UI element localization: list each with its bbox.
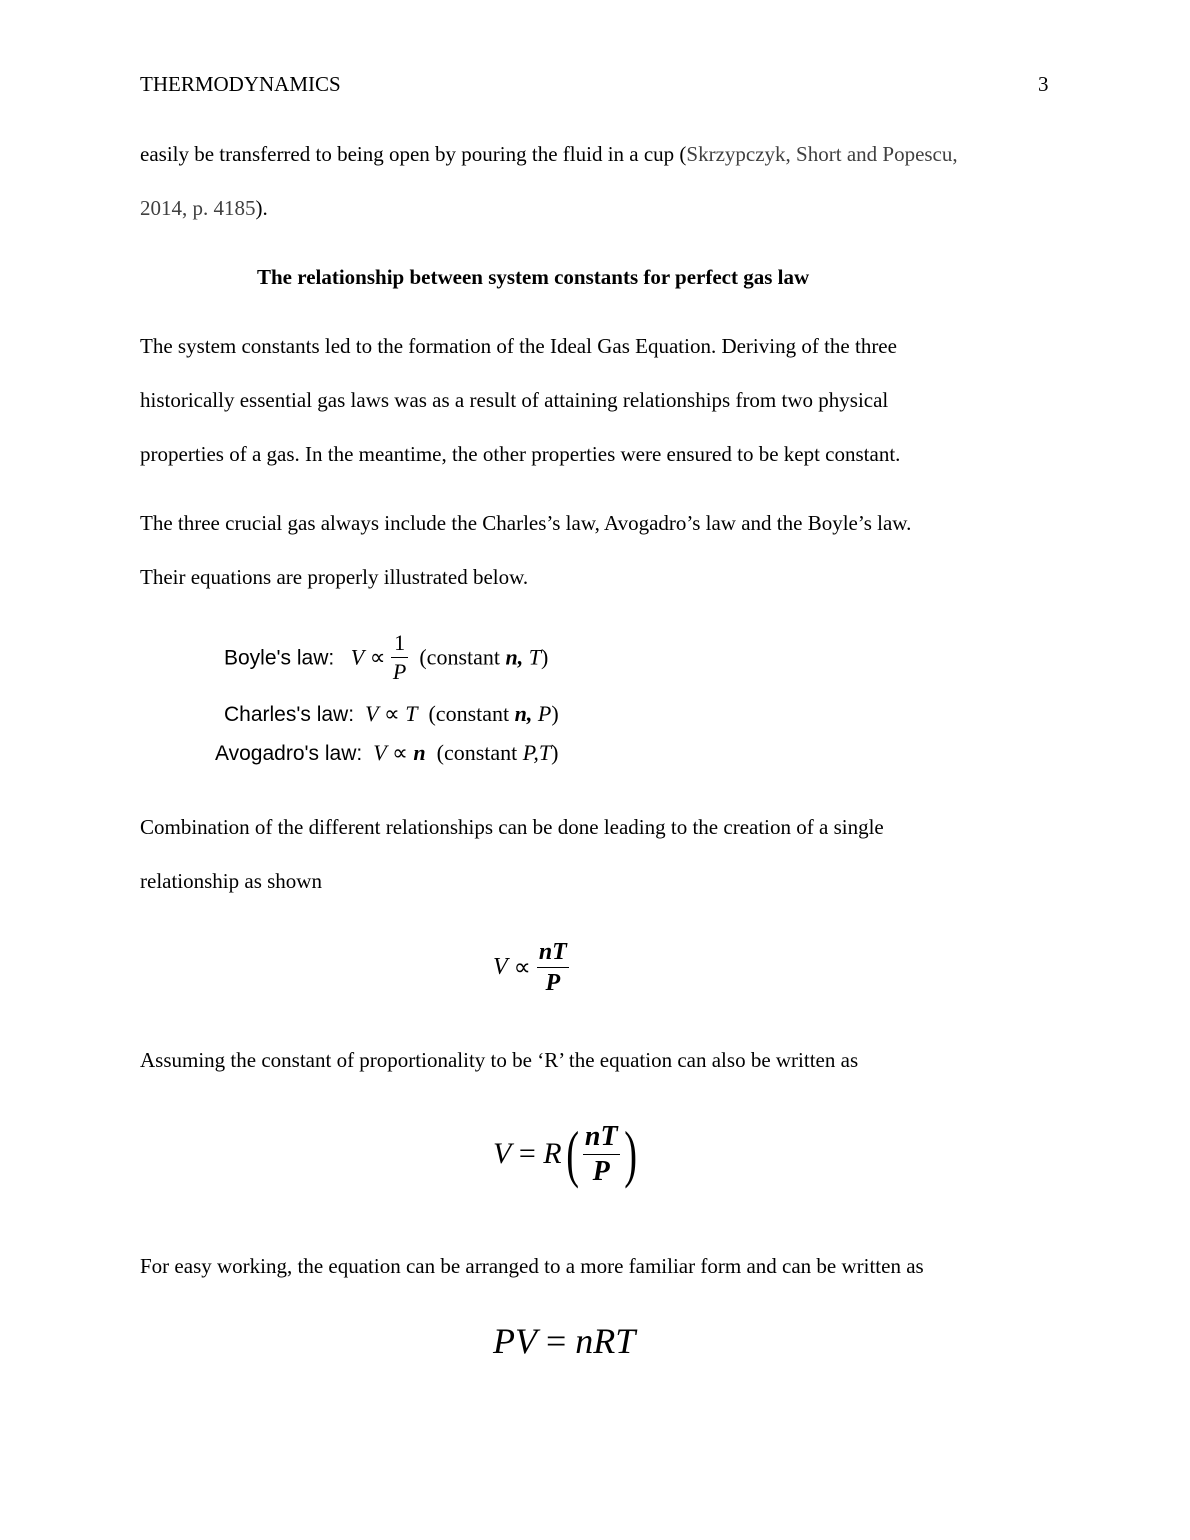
- running-head: THERMODYNAMICS: [140, 72, 341, 96]
- equation-label: Charles's law:: [224, 703, 355, 726]
- boyles-law-equation: [224, 630, 549, 684]
- math-variable: T: [405, 701, 418, 726]
- fraction-denominator: P: [592, 1155, 610, 1187]
- proportional-symbol: ∝: [369, 644, 386, 670]
- right-paren: ): [623, 1118, 637, 1189]
- proportionality-equation: [493, 940, 569, 995]
- paragraph-line: The system constants led to the formation of the Ideal Gas Equation. Deriving of the three: [140, 334, 897, 358]
- fraction-numerator: nT: [583, 1123, 620, 1155]
- equals-symbol: =: [545, 1321, 567, 1361]
- paragraph-line: properties of a gas. In the meantime, the other properties were ensured to be kept constant.: [140, 442, 901, 466]
- fraction-numerator: nT: [537, 940, 569, 968]
- paragraph-continuation-line-2: [140, 196, 268, 221]
- math-variable: P,T: [522, 740, 552, 765]
- math-variable: n,: [514, 701, 533, 726]
- paragraph-line: Combination of the different relationships can be done leading to the creation of a single: [140, 815, 884, 839]
- section-heading: The relationship between system constants for perfect gas law: [257, 265, 810, 289]
- equation-label: Boyle's law:: [224, 646, 335, 670]
- paragraph-line: For easy working, the equation can be arranged to a more familiar form and can be written as: [140, 1254, 924, 1278]
- math-variable: T: [528, 644, 542, 670]
- gas-constant-equation: [493, 1118, 641, 1189]
- citation: 2014, p. 4185: [140, 196, 256, 220]
- close-paren: ): [551, 701, 559, 726]
- equals-symbol: =: [518, 1137, 536, 1170]
- paragraph-line: Their equations are properly illustrated below.: [140, 565, 529, 589]
- math-variable: V: [365, 701, 379, 726]
- math-variable: n: [413, 740, 426, 765]
- close-paren: ): [551, 740, 559, 765]
- math-variable: V: [350, 644, 365, 670]
- equation-label: Avogadro's law:: [215, 742, 363, 765]
- fraction-denominator: P: [392, 659, 407, 684]
- math-variable: PV: [493, 1321, 537, 1361]
- constant-text: (constant: [428, 701, 510, 726]
- fraction-numerator: 1: [391, 632, 408, 658]
- math-variable: P: [537, 701, 552, 726]
- math-variable: V: [493, 954, 508, 980]
- avogadros-law-equation: [215, 740, 558, 766]
- paragraph-continuation-line-1: [140, 142, 958, 167]
- fraction-denominator: P: [545, 970, 561, 996]
- close-paren: ): [541, 644, 549, 670]
- proportional-symbol: ∝: [384, 701, 400, 726]
- math-variable: R: [543, 1137, 562, 1170]
- fraction: [583, 1120, 620, 1187]
- text-run: easily be transferred to being open by pouring the fluid in a cup (: [140, 142, 687, 166]
- page-number: 3: [1038, 72, 1049, 96]
- citation: Skrzypczyk, Short and Popescu,: [686, 142, 958, 166]
- math-variable: nRT: [575, 1321, 636, 1361]
- paragraph-line: relationship as shown: [140, 869, 322, 893]
- ideal-gas-equation: [493, 1320, 635, 1362]
- math-variable: V: [493, 1137, 512, 1170]
- paragraph-line: historically essential gas laws was as a result of attaining relationships from two physical: [140, 388, 889, 412]
- math-variable: n,: [505, 644, 524, 670]
- fraction: [537, 940, 569, 995]
- constant-text: (constant: [436, 740, 518, 765]
- paragraph-line: Assuming the constant of proportionality to be ‘R’ the equation can also be written as: [140, 1048, 859, 1072]
- paragraph-line: The three crucial gas always include the Charles’s law, Avogadro’s law and the Boyle’s law.: [140, 511, 912, 535]
- math-variable: V: [373, 740, 387, 765]
- text-run: ).: [255, 196, 268, 220]
- constant-text: (constant: [419, 644, 501, 670]
- proportional-symbol: ∝: [513, 955, 531, 981]
- proportional-symbol: ∝: [392, 740, 408, 765]
- left-paren: (: [565, 1118, 579, 1189]
- charles-law-equation: [224, 701, 559, 727]
- fraction: [391, 632, 408, 683]
